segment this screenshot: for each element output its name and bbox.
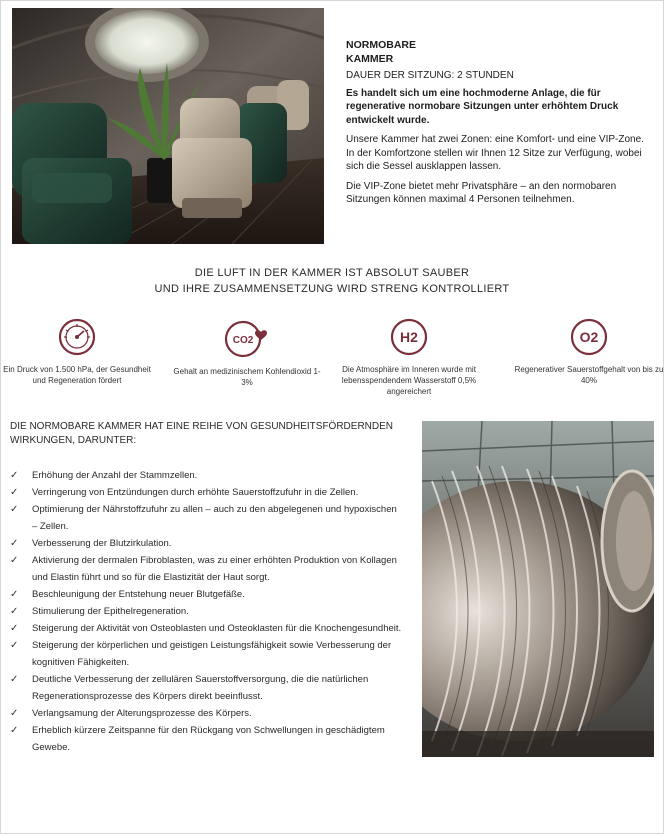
feature-pressure [2,318,152,386]
benefit-text: Aktivierung der dermalen Fibroblasten, was zu einer erhöhten Produktion von Kollagen und Elastin führt und so für die Elastizität der Haut sorgt. [32,555,397,583]
checkmark-icon: ✓ [10,589,19,600]
benefit-text: Steigerung der körperlichen und geistigen Leistungsfähigkeit sowie Verbesserung der kognitiven Fähigkeiten. [32,640,392,668]
benefit-item [10,705,402,722]
benefit-text: Verbesserung der Blutzirkulation. [32,538,172,549]
benefit-text: Erhöhung der Anzahl der Stammzellen. [32,470,198,481]
benefit-item [10,637,402,671]
chamber-title-line-2: KAMMER [346,53,394,65]
intro-lead: Es handelt sich um eine hochmoderne Anlage, die für regenerative normobare Sitzungen unter erhöhtem Druck entwickelt wurde. [346,87,619,126]
feature-co2 [172,320,322,388]
checkmark-icon: ✓ [10,504,19,515]
checkmark-icon: ✓ [10,487,19,498]
checkmark-icon: ✓ [10,555,19,566]
o2-icon-text: O2 [579,329,599,345]
intro-zones-paragraph: Unsere Kammer hat zwei Zonen: eine Komfort- und eine VIP-Zone. In der Komfortzone stellen wir Ihnen 12 Sitze zur Verfügung, wobei sich die Sessel ausklappen lassen. [346,134,644,172]
feature-co2-caption: Gehalt an medizinischem Kohlendioxid 1-3% [173,367,321,387]
checkmark-icon: ✓ [10,640,19,651]
checkmark-icon: ✓ [10,538,19,549]
benefits-list [10,467,402,756]
steel-chamber-photo [422,421,654,757]
checkmark-icon: ✓ [10,470,19,481]
benefit-text: Verringerung von Entzündungen durch erhöhte Sauerstoffzufuhr in die Zellen. [32,487,359,498]
benefit-item [10,603,402,620]
benefit-item [10,535,402,552]
benefit-text: Steigerung der Aktivität von Osteoblasten und Osteoklasten für die Knochengesundheit. [32,623,402,634]
benefits-title: DIE NORMOBARE KAMMER HAT EINE REIHE VON GESUNDHEITSFÖRDERNDEN WIRKUNGEN, DARUNTER: [10,421,394,446]
benefit-text: Erheblich kürzere Zeitspanne für den Rückgang von Schwellungen in geschädigtem Gewebe. [32,725,385,753]
feature-oxygen-caption: Regenerativer Sauerstoffgehalt von bis zu 40% [514,365,664,385]
benefit-text: Beschleunigung der Entstehung neuer Blutgefäße. [32,589,245,600]
benefit-item [10,552,402,586]
chamber-title-line-1: NORMOBARE [346,39,416,51]
benefit-item [10,671,402,705]
benefit-item [10,722,402,756]
session-duration: DAUER DER SITZUNG: 2 STUNDEN [346,70,514,81]
feature-hydrogen [334,318,484,397]
feature-oxygen [514,318,664,386]
feature-pressure-caption: Ein Druck von 1.500 hPa, der Gesundheit und Regeneration fördert [3,365,151,385]
benefit-item [10,501,402,535]
o2-icon [570,318,608,356]
benefit-item [10,484,402,501]
intro-vip-paragraph: Die VIP-Zone bietet mehr Privatsphäre – an den normobaren Sitzungen können maximal 4 Personen teilnehmen. [346,180,617,205]
air-heading-line-2: UND IHRE ZUSAMMENSETZUNG WIRD STRENG KONTROLLIERT [154,283,510,295]
feature-hydrogen-caption: Die Atmosphäre im Inneren wurde mit lebensspendendem Wasserstoff 0,5% angereichert [341,365,477,396]
intro-section [346,38,654,213]
checkmark-icon: ✓ [10,725,19,736]
co2-heart-icon [224,320,270,358]
benefit-item [10,586,402,603]
benefit-item [10,467,402,484]
air-heading-line-1: DIE LUFT IN DER KAMMER IST ABSOLUT SAUBER [194,267,470,279]
checkmark-icon: ✓ [10,708,19,719]
h2-icon-text: H2 [400,329,418,345]
benefit-text: Verlangsamung der Alterungsprozesse des Körpers. [32,708,252,719]
benefit-text: Optimierung der Nährstoffzufuhr zu allen – auch zu den abgelegenen und hypoxischen – Zellen. [32,504,397,532]
benefit-text: Stimulierung der Epithelregeneration. [32,606,189,617]
chamber-interior-photo [12,8,324,244]
checkmark-icon: ✓ [10,606,19,617]
pressure-gauge-icon [58,318,96,356]
checkmark-icon: ✓ [10,674,19,685]
co2-icon-text: CO2 [232,335,254,346]
h2-icon [390,318,428,356]
air-quality-heading [0,265,664,297]
benefit-item [10,620,402,637]
checkmark-icon: ✓ [10,623,19,634]
benefit-text: Deutliche Verbesserung der zellulären Sauerstoffversorgung, die die natürlichen Regenerationsprozesse des Körpers direkt beeinflusst. [32,674,369,702]
